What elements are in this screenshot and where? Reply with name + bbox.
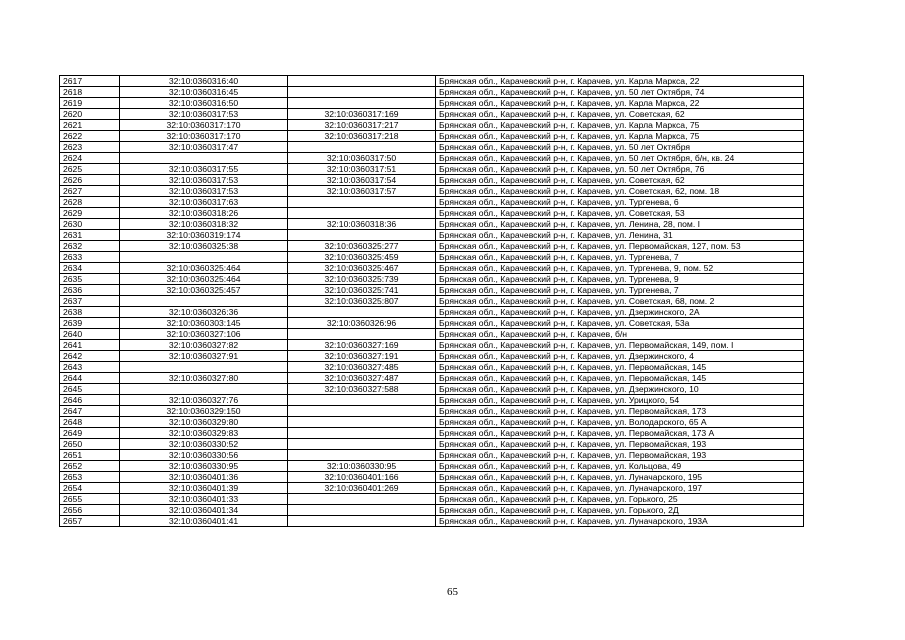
- row-number-cell: 2650: [60, 439, 120, 450]
- row-number-cell: 2655: [60, 494, 120, 505]
- table-row: [60, 362, 804, 373]
- parcel-number-cell: 32:10:0360316:50: [120, 98, 288, 109]
- table-row: [60, 351, 804, 362]
- building-number-cell: 32:10:0360327:485: [288, 362, 436, 373]
- address-cell: Брянская обл., Карачевский р-н, г. Карачев, ул. Кольцова, 49: [436, 461, 804, 472]
- parcel-number-cell: 32:10:0360327:80: [120, 373, 288, 384]
- building-number-cell: 32:10:0360401:166: [288, 472, 436, 483]
- address-cell: Брянская обл., Карачевский р-н, г. Карачев, ул. Первомайская, 193: [436, 439, 804, 450]
- table-row: [60, 120, 804, 131]
- address-cell: Брянская обл., Карачевский р-н, г. Карачев, ул. Советская, 62: [436, 175, 804, 186]
- row-number-cell: 2641: [60, 340, 120, 351]
- building-number-cell: 32:10:0360325:739: [288, 274, 436, 285]
- row-number-cell: 2656: [60, 505, 120, 516]
- address-cell: Брянская обл., Карачевский р-н, г. Карачев, ул. Дзержинского, 2А: [436, 307, 804, 318]
- building-number-cell: 32:10:0360327:588: [288, 384, 436, 395]
- parcel-number-cell: [120, 384, 288, 395]
- parcel-number-cell: 32:10:0360317:170: [120, 120, 288, 131]
- address-cell: Брянская обл., Карачевский р-н, г. Карачев, ул. Володарского, 65 А: [436, 417, 804, 428]
- building-number-cell: 32:10:0360318:36: [288, 219, 436, 230]
- parcel-number-cell: 32:10:0360303:145: [120, 318, 288, 329]
- row-number-cell: 2649: [60, 428, 120, 439]
- parcel-number-cell: 32:10:0360317:63: [120, 197, 288, 208]
- page-number: 65: [447, 586, 458, 598]
- table-row: [60, 318, 804, 329]
- building-number-cell: [288, 98, 436, 109]
- table-row: [60, 164, 804, 175]
- parcel-number-cell: 32:10:0360401:36: [120, 472, 288, 483]
- address-cell: Брянская обл., Карачевский р-н, г. Карачев, ул. Луначарского, 193А: [436, 516, 804, 527]
- table-row: [60, 373, 804, 384]
- address-cell: Брянская обл., Карачевский р-н, г. Карачев, ул. 50 лет Октября, б/н, кв. 24: [436, 153, 804, 164]
- address-cell: Брянская обл., Карачевский р-н, г. Карачев, ул. Тургенева, 6: [436, 197, 804, 208]
- parcel-number-cell: 32:10:0360330:56: [120, 450, 288, 461]
- building-number-cell: 32:10:0360325:807: [288, 296, 436, 307]
- address-cell: Брянская обл., Карачевский р-н, г. Карачев, ул. Дзержинского, 4: [436, 351, 804, 362]
- parcel-number-cell: 32:10:0360317:170: [120, 131, 288, 142]
- row-number-cell: 2629: [60, 208, 120, 219]
- table-row: [60, 340, 804, 351]
- table-row: [60, 109, 804, 120]
- table-row: [60, 384, 804, 395]
- row-number-cell: 2631: [60, 230, 120, 241]
- table-row: [60, 439, 804, 450]
- parcel-number-cell: 32:10:0360317:47: [120, 142, 288, 153]
- table-row: [60, 131, 804, 142]
- table-row: [60, 296, 804, 307]
- row-number-cell: 2647: [60, 406, 120, 417]
- table-row: [60, 98, 804, 109]
- building-number-cell: 32:10:0360317:54: [288, 175, 436, 186]
- address-cell: Брянская обл., Карачевский р-н, г. Карачев, ул. Первомайская, 127, пом. 53: [436, 241, 804, 252]
- row-number-cell: 2622: [60, 131, 120, 142]
- parcel-number-cell: [120, 252, 288, 263]
- row-number-cell: 2619: [60, 98, 120, 109]
- building-number-cell: 32:10:0360326:96: [288, 318, 436, 329]
- address-cell: Брянская обл., Карачевский р-н, г. Карачев, ул. Советская, 62, пом. 18: [436, 186, 804, 197]
- table-row: [60, 285, 804, 296]
- row-number-cell: 2617: [60, 76, 120, 87]
- address-cell: Брянская обл., Карачевский р-н, г. Карачев, ул. Советская, 53а: [436, 318, 804, 329]
- building-number-cell: 32:10:0360325:277: [288, 241, 436, 252]
- parcel-number-cell: 32:10:0360401:33: [120, 494, 288, 505]
- row-number-cell: 2639: [60, 318, 120, 329]
- parcel-number-cell: 32:10:0360326:36: [120, 307, 288, 318]
- row-number-cell: 2626: [60, 175, 120, 186]
- parcel-number-cell: 32:10:0360329:150: [120, 406, 288, 417]
- row-number-cell: 2640: [60, 329, 120, 340]
- row-number-cell: 2638: [60, 307, 120, 318]
- table-row: [60, 417, 804, 428]
- row-number-cell: 2653: [60, 472, 120, 483]
- address-cell: Брянская обл., Карачевский р-н, г. Карачев, ул. 50 лет Октября, 76: [436, 164, 804, 175]
- parcel-number-cell: 32:10:0360316:40: [120, 76, 288, 87]
- table-row: [60, 329, 804, 340]
- row-number-cell: 2628: [60, 197, 120, 208]
- table-row: [60, 241, 804, 252]
- row-number-cell: 2635: [60, 274, 120, 285]
- building-number-cell: 32:10:0360325:467: [288, 263, 436, 274]
- address-cell: Брянская обл., Карачевский р-н, г. Карачев, ул. Дзержинского, 10: [436, 384, 804, 395]
- address-cell: Брянская обл., Карачевский р-н, г. Карачев, ул. Карла Маркса, 75: [436, 131, 804, 142]
- table-row: [60, 472, 804, 483]
- table-row: [60, 263, 804, 274]
- parcel-number-cell: 32:10:0360401:41: [120, 516, 288, 527]
- building-number-cell: [288, 450, 436, 461]
- parcel-number-cell: 32:10:0360327:106: [120, 329, 288, 340]
- row-number-cell: 2644: [60, 373, 120, 384]
- building-number-cell: [288, 197, 436, 208]
- building-number-cell: [288, 208, 436, 219]
- row-number-cell: 2632: [60, 241, 120, 252]
- table-row: [60, 494, 804, 505]
- row-number-cell: 2618: [60, 87, 120, 98]
- table-row: [60, 516, 804, 527]
- parcel-number-cell: 32:10:0360317:53: [120, 186, 288, 197]
- parcel-number-cell: 32:10:0360325:38: [120, 241, 288, 252]
- row-number-cell: 2633: [60, 252, 120, 263]
- address-cell: Брянская обл., Карачевский р-н, г. Карачев, ул. Первомайская, 173 А: [436, 428, 804, 439]
- row-number-cell: 2627: [60, 186, 120, 197]
- address-cell: Брянская обл., Карачевский р-н, г. Карачев, ул. 50 лет Октября: [436, 142, 804, 153]
- table-row: [60, 395, 804, 406]
- row-number-cell: 2623: [60, 142, 120, 153]
- row-number-cell: 2652: [60, 461, 120, 472]
- table-row: [60, 450, 804, 461]
- parcel-number-cell: 32:10:0360325:457: [120, 285, 288, 296]
- table-row: [60, 186, 804, 197]
- row-number-cell: 2646: [60, 395, 120, 406]
- building-number-cell: 32:10:0360317:218: [288, 131, 436, 142]
- row-number-cell: 2624: [60, 153, 120, 164]
- address-cell: Брянская обл., Карачевский р-н, г. Карачев, ул. Ленина, 28, пом. I: [436, 219, 804, 230]
- address-cell: Брянская обл., Карачевский р-н, г. Карачев, ул. Первомайская, 145: [436, 373, 804, 384]
- building-number-cell: [288, 406, 436, 417]
- table-row: [60, 76, 804, 87]
- row-number-cell: 2657: [60, 516, 120, 527]
- table-row: [60, 208, 804, 219]
- building-number-cell: 32:10:0360401:269: [288, 483, 436, 494]
- address-cell: Брянская обл., Карачевский р-н, г. Карачев, ул. 50 лет Октября, 74: [436, 87, 804, 98]
- building-number-cell: [288, 307, 436, 318]
- parcel-number-cell: 32:10:0360329:83: [120, 428, 288, 439]
- parcel-number-cell: 32:10:0360401:34: [120, 505, 288, 516]
- table-row: [60, 406, 804, 417]
- building-number-cell: 32:10:0360317:217: [288, 120, 436, 131]
- address-cell: Брянская обл., Карачевский р-н, г. Карачев, ул. Карла Маркса, 22: [436, 76, 804, 87]
- table-row: [60, 428, 804, 439]
- address-cell: Брянская обл., Карачевский р-н, г. Карачев, ул. Первомайская, 193: [436, 450, 804, 461]
- table-row: [60, 219, 804, 230]
- row-number-cell: 2625: [60, 164, 120, 175]
- table-row: [60, 461, 804, 472]
- building-number-cell: 32:10:0360327:169: [288, 340, 436, 351]
- parcel-number-cell: 32:10:0360327:91: [120, 351, 288, 362]
- parcel-number-cell: 32:10:0360325:464: [120, 274, 288, 285]
- parcel-number-cell: 32:10:0360317:53: [120, 175, 288, 186]
- row-number-cell: 2651: [60, 450, 120, 461]
- building-number-cell: 32:10:0360317:50: [288, 153, 436, 164]
- building-number-cell: [288, 395, 436, 406]
- building-number-cell: 32:10:0360317:169: [288, 109, 436, 120]
- parcel-number-cell: 32:10:0360318:32: [120, 219, 288, 230]
- table-row: [60, 175, 804, 186]
- building-number-cell: [288, 428, 436, 439]
- row-number-cell: 2648: [60, 417, 120, 428]
- building-number-cell: [288, 329, 436, 340]
- building-number-cell: [288, 142, 436, 153]
- building-number-cell: 32:10:0360317:57: [288, 186, 436, 197]
- row-number-cell: 2642: [60, 351, 120, 362]
- address-cell: Брянская обл., Карачевский р-н, г. Карачев, ул. Тургенева, 9, пом. 52: [436, 263, 804, 274]
- address-cell: Брянская обл., Карачевский р-н, г. Карачев, ул. Горького, 25: [436, 494, 804, 505]
- table-row: [60, 142, 804, 153]
- building-number-cell: 32:10:0360325:741: [288, 285, 436, 296]
- building-number-cell: [288, 439, 436, 450]
- registry-table-body: [60, 76, 804, 527]
- building-number-cell: 32:10:0360327:487: [288, 373, 436, 384]
- address-cell: Брянская обл., Карачевский р-н, г. Карачев, ул. Горького, 2Д: [436, 505, 804, 516]
- building-number-cell: [288, 230, 436, 241]
- row-number-cell: 2637: [60, 296, 120, 307]
- address-cell: Брянская обл., Карачевский р-н, г. Карачев, ул. Советская, 53: [436, 208, 804, 219]
- parcel-number-cell: 32:10:0360319:174: [120, 230, 288, 241]
- row-number-cell: 2620: [60, 109, 120, 120]
- table-row: [60, 197, 804, 208]
- table-row: [60, 252, 804, 263]
- address-cell: Брянская обл., Карачевский р-н, г. Карачев, ул. Луначарского, 197: [436, 483, 804, 494]
- building-number-cell: 32:10:0360330:95: [288, 461, 436, 472]
- row-number-cell: 2645: [60, 384, 120, 395]
- building-number-cell: 32:10:0360317:51: [288, 164, 436, 175]
- row-number-cell: 2643: [60, 362, 120, 373]
- parcel-number-cell: 32:10:0360317:55: [120, 164, 288, 175]
- parcel-number-cell: 32:10:0360327:76: [120, 395, 288, 406]
- address-cell: Брянская обл., Карачевский р-н, г. Карачев, б/н: [436, 329, 804, 340]
- address-cell: Брянская обл., Карачевский р-н, г. Карачев, ул. Урицкого, 54: [436, 395, 804, 406]
- table-row: [60, 483, 804, 494]
- building-number-cell: [288, 494, 436, 505]
- parcel-number-cell: 32:10:0360318:26: [120, 208, 288, 219]
- parcel-number-cell: 32:10:0360316:45: [120, 87, 288, 98]
- row-number-cell: 2630: [60, 219, 120, 230]
- row-number-cell: 2636: [60, 285, 120, 296]
- table-row: [60, 505, 804, 516]
- building-number-cell: [288, 505, 436, 516]
- table-row: [60, 230, 804, 241]
- address-cell: Брянская обл., Карачевский р-н, г. Карачев, ул. Тургенева, 7: [436, 252, 804, 263]
- row-number-cell: 2654: [60, 483, 120, 494]
- parcel-number-cell: 32:10:0360327:82: [120, 340, 288, 351]
- address-cell: Брянская обл., Карачевский р-н, г. Карачев, ул. Первомайская, 173: [436, 406, 804, 417]
- address-cell: Брянская обл., Карачевский р-н, г. Карачев, ул. Тургенева, 9: [436, 274, 804, 285]
- row-number-cell: 2634: [60, 263, 120, 274]
- building-number-cell: [288, 76, 436, 87]
- address-cell: Брянская обл., Карачевский р-н, г. Карачев, ул. Луначарского, 195: [436, 472, 804, 483]
- table-row: [60, 87, 804, 98]
- parcel-number-cell: 32:10:0360329:80: [120, 417, 288, 428]
- parcel-number-cell: [120, 362, 288, 373]
- parcel-number-cell: 32:10:0360325:464: [120, 263, 288, 274]
- address-cell: Брянская обл., Карачевский р-н, г. Карачев, ул. Советская, 68, пом. 2: [436, 296, 804, 307]
- building-number-cell: [288, 516, 436, 527]
- parcel-number-cell: 32:10:0360401:39: [120, 483, 288, 494]
- address-cell: Брянская обл., Карачевский р-н, г. Карачев, ул. Карла Маркса, 75: [436, 120, 804, 131]
- building-number-cell: 32:10:0360327:191: [288, 351, 436, 362]
- parcel-number-cell: [120, 296, 288, 307]
- parcel-number-cell: 32:10:0360330:52: [120, 439, 288, 450]
- parcel-number-cell: 32:10:0360330:95: [120, 461, 288, 472]
- table-row: [60, 307, 804, 318]
- building-number-cell: [288, 87, 436, 98]
- registry-table: [59, 75, 804, 527]
- address-cell: Брянская обл., Карачевский р-н, г. Карачев, ул. Карла Маркса, 22: [436, 98, 804, 109]
- table-row: [60, 274, 804, 285]
- address-cell: Брянская обл., Карачевский р-н, г. Карачев, ул. Ленина, 31: [436, 230, 804, 241]
- parcel-number-cell: 32:10:0360317:53: [120, 109, 288, 120]
- building-number-cell: 32:10:0360325:459: [288, 252, 436, 263]
- address-cell: Брянская обл., Карачевский р-н, г. Карачев, ул. Тургенева, 7: [436, 285, 804, 296]
- address-cell: Брянская обл., Карачевский р-н, г. Карачев, ул. Первомайская, 145: [436, 362, 804, 373]
- table-row: [60, 153, 804, 164]
- address-cell: Брянская обл., Карачевский р-н, г. Карачев, ул. Первомайская, 149, пом. I: [436, 340, 804, 351]
- row-number-cell: 2621: [60, 120, 120, 131]
- building-number-cell: [288, 417, 436, 428]
- address-cell: Брянская обл., Карачевский р-н, г. Карачев, ул. Советская, 62: [436, 109, 804, 120]
- parcel-number-cell: [120, 153, 288, 164]
